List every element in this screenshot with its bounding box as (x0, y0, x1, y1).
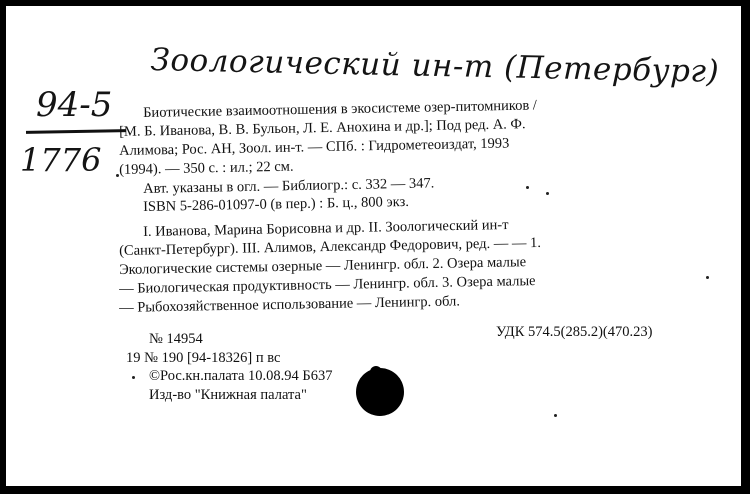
authors-line: [М. Б. Иванова, В. В. Бульон, Л. Е. Анохина и др.]; Под ред. А. Ф. (119, 116, 526, 140)
call-number-bottom: 1776 (20, 141, 102, 179)
chamber-line: ©Рос.кн.палата 10.08.94 Б637 (149, 368, 333, 384)
extent-line: (1994). — 350 с. : ил.; 22 см. (119, 158, 294, 178)
order-line: 19 № 190 [94-18326] п вс (126, 350, 281, 366)
udc-code: УДК 574.5(285.2)(470.23) (496, 324, 653, 340)
catalog-card (6, 6, 741, 486)
note-line: Авт. указаны в огл. — Библиогр.: с. 332 — 347. (143, 175, 435, 197)
tracing-line-1: I. Иванова, Марина Борисовна и др. II. Зоологический ин-т (143, 216, 509, 240)
speck (706, 276, 709, 279)
call-number-rule (26, 129, 126, 134)
title-line: Биотические взаимоотношения в экосистеме озер-питомников / (143, 97, 538, 121)
tracing-line-3: Экологические системы озерные — Ленингр. обл. 2. Озера малые (119, 254, 527, 278)
tracing-line-2: (Санкт-Петербург). III. Алимов, Александр Федорович, ред. — — 1. (119, 234, 542, 259)
tracing-line-5: — Рыбохозяйственное использование — Ленингр. обл. (119, 293, 461, 316)
speck (526, 186, 529, 189)
handwritten-heading: Зоологический ин-т (Петербург) (150, 42, 720, 90)
isbn-line: ISBN 5-286-01097-0 (в пер.) : Б. ц., 800 экз. (143, 193, 410, 215)
tracing-line-4: — Биологическая продуктивность — Ленингр. обл. 3. Озера малые (119, 273, 536, 297)
speck (546, 192, 549, 195)
ink-blot-edge (370, 366, 382, 378)
publisher-line: Изд-во "Книжная палата" (149, 387, 307, 403)
imprint-line: Алимова; Рос. АН, Зоол. ин-т. — СПб. : Гидрометеоиздат, 1993 (119, 135, 510, 159)
call-number-top: 94-5 (36, 85, 113, 125)
speck (116, 174, 119, 177)
speck (554, 414, 557, 417)
record-number: № 14954 (149, 331, 203, 347)
speck (132, 376, 135, 379)
